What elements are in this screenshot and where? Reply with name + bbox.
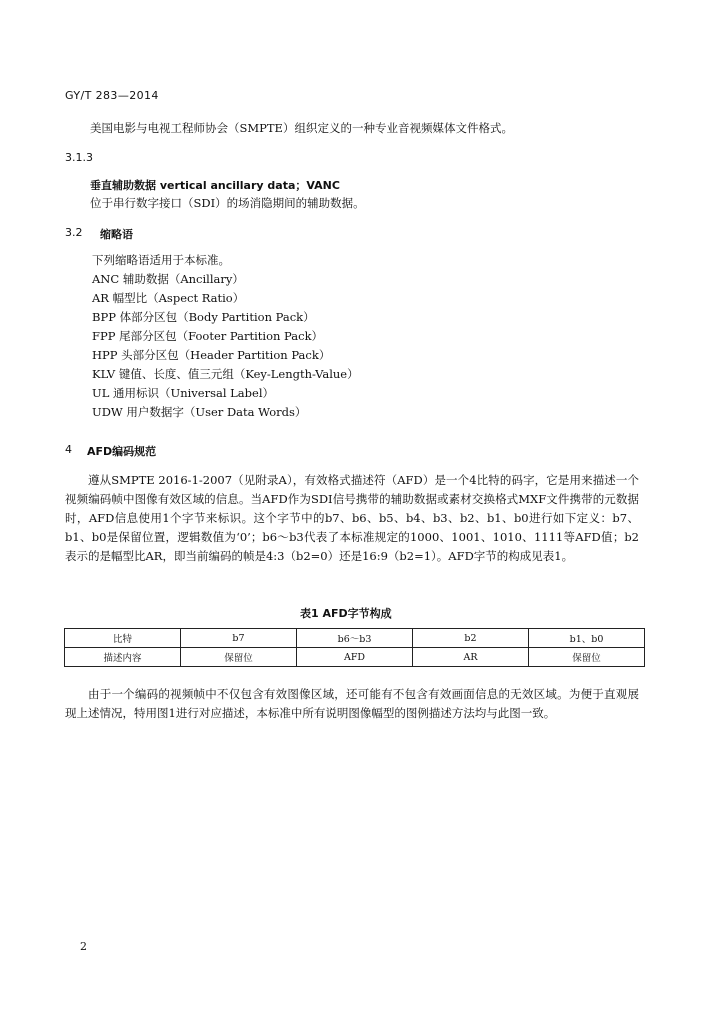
term-vanc-definition: 位于串行数字接口（SDI）的场消隐期间的辅助数据。 <box>90 196 365 210</box>
term-vanc: 垂直辅助数据 vertical ancillary data；VANC <box>90 179 340 192</box>
abbr: UDW <box>92 405 123 419</box>
abbr: FPP <box>92 329 116 343</box>
list-item <box>92 347 330 363</box>
abbr-desc: 通用标识（Universal Label） <box>113 386 275 400</box>
list-item <box>92 309 315 325</box>
standard-id-header: GY/T 283—2014 <box>65 89 159 102</box>
abbr-desc: 幅型比（Aspect Ratio） <box>112 291 245 305</box>
abbr: UL <box>92 386 110 400</box>
table-cell: 保留位 <box>529 648 645 667</box>
section-3-1-3-number: 3.1.3 <box>65 151 93 164</box>
table-cell: 保留位 <box>181 648 297 667</box>
section-3-2-title: 缩略语 <box>100 228 133 241</box>
abbr-desc: 辅助数据（Ancillary） <box>122 272 244 286</box>
table-cell: AFD <box>297 648 413 667</box>
abbr: KLV <box>92 367 116 381</box>
table-caption: 表1 AFD字节构成 <box>300 607 392 620</box>
abbr-desc: 体部分区包（Body Partition Pack） <box>119 310 315 324</box>
abbreviations-intro: 下列缩略语适用于本标准。 <box>92 253 230 267</box>
table-cell: b6～b3 <box>297 629 413 648</box>
abbr: ANC <box>92 272 120 286</box>
abbr: HPP <box>92 348 118 362</box>
table-row <box>65 648 645 667</box>
section-4-number: 4 <box>65 443 72 456</box>
abbr-desc: 键值、长度、值三元组（Key-Length-Value） <box>118 367 359 381</box>
list-item <box>92 366 359 382</box>
table-cell: b1、b0 <box>529 629 645 648</box>
list-item <box>92 290 244 306</box>
list-item <box>92 385 274 401</box>
table-cell: AR <box>413 648 529 667</box>
abbr: AR <box>92 291 109 305</box>
table-cell: b2 <box>413 629 529 648</box>
table-cell: 比特 <box>65 629 181 648</box>
list-item <box>92 404 306 420</box>
section-3-2-number: 3.2 <box>65 226 83 239</box>
table-cell: b7 <box>181 629 297 648</box>
afd-paragraph-2: 由于一个编码的视频帧中不仅包含有效图像区域，还可能有不包含有效画面信息的无效区域。为便于直观展现上述情况，特用图1进行对应描述，本标准中所有说明图像幅型的图例描述方法均与此图一致。 <box>65 687 639 720</box>
intro-line: 美国电影与电视工程师协会（SMPTE）组织定义的一种专业音视频媒体文件格式。 <box>90 121 513 135</box>
abbr-desc: 头部分区包（Header Partition Pack） <box>121 348 331 362</box>
page-number: 2 <box>80 940 87 953</box>
abbr: BPP <box>92 310 116 324</box>
list-item <box>92 328 323 344</box>
list-item <box>92 271 244 287</box>
table-cell: 描述内容 <box>65 648 181 667</box>
afd-paragraph-1: 遵从SMPTE 2016-1-2007（见附录A），有效格式描述符（AFD）是一个4比特的码字，它是用来描述一个视频编码帧中图像有效区域的信息。当AFD作为SDI信号携带的辅助数据或素材交换格式MXF文件携带的元数据时，AFD信息使用1个字节来标识。这个字节中的b7、b6、b5、b4、b3、b2、b1、b0进行如下定义：b7、b1、b0是保留位置，逻辑数值为‘0’；b6～b3代表了本标准规定的1000、1001、1010、1111等AFD值；b2表示的是幅型比AR，即当前编码的帧是4:3（b2=0）还是16:9（b2=1）。AFD字节的构成见表1。 <box>65 473 639 563</box>
afd-byte-table <box>64 628 645 667</box>
abbr-desc: 用户数据字（User Data Words） <box>126 405 307 419</box>
table-row <box>65 629 645 648</box>
section-4-title: AFD编码规范 <box>87 445 157 458</box>
abbr-desc: 尾部分区包（Footer Partition Pack） <box>119 329 324 343</box>
